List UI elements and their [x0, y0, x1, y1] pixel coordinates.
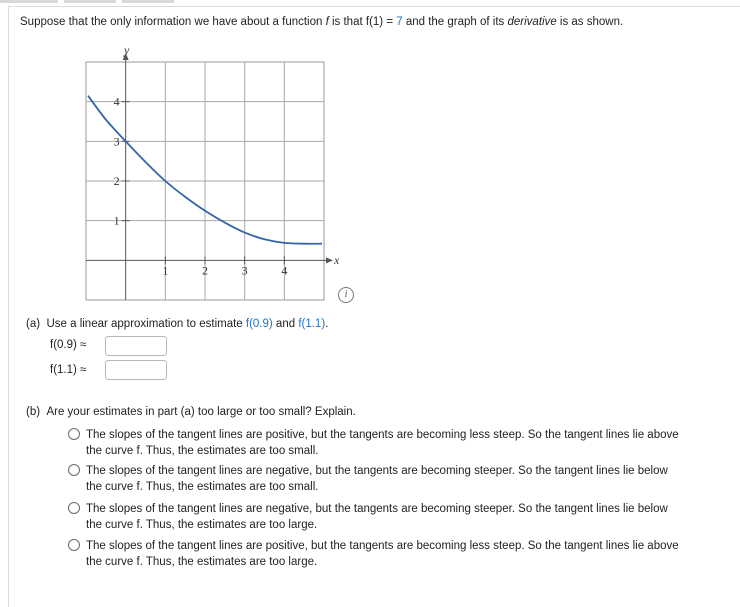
f09-row: f(0.9) ≈ — [50, 339, 87, 351]
y-tick-label: 3 — [113, 134, 120, 149]
x-tick-label: 3 — [241, 263, 248, 278]
f09-answer-input[interactable] — [105, 336, 167, 356]
info-icon[interactable]: i — [338, 287, 354, 303]
radio-option-3[interactable] — [68, 502, 80, 514]
x-axis-label: x — [334, 253, 340, 267]
radio-option-1[interactable] — [68, 428, 80, 440]
part-b-prompt: (b) Are your estimates in part (a) too large or too small? Explain. — [26, 406, 356, 418]
part-a-prompt: (a) Use a linear approximation to estimate f(0.9) and f(1.1). — [26, 318, 329, 330]
y-tick-label: 1 — [113, 213, 120, 228]
y-tick-label: 2 — [113, 174, 120, 188]
f09-label: f(0.9) — [50, 339, 77, 351]
radio-option-4[interactable] — [68, 539, 80, 551]
derivative-graph — [80, 42, 350, 304]
x-tick-label: 4 — [281, 263, 288, 278]
f11-label: f(1.1) — [50, 364, 77, 376]
f11-answer-input[interactable] — [105, 360, 167, 380]
x-axis-arrow — [326, 257, 333, 263]
f11-row: f(1.1) ≈ — [50, 364, 87, 376]
radio-option-2[interactable] — [68, 464, 80, 476]
question-text: Suppose that the only information we have about a function f is that f(1) = 7 and the graph of its derivative is as shown. — [20, 16, 624, 28]
y-axis-label: y — [124, 43, 130, 57]
x-tick-label: 1 — [162, 263, 169, 278]
x-tick-label: 2 — [202, 263, 208, 278]
y-tick-label: 4 — [113, 94, 120, 109]
